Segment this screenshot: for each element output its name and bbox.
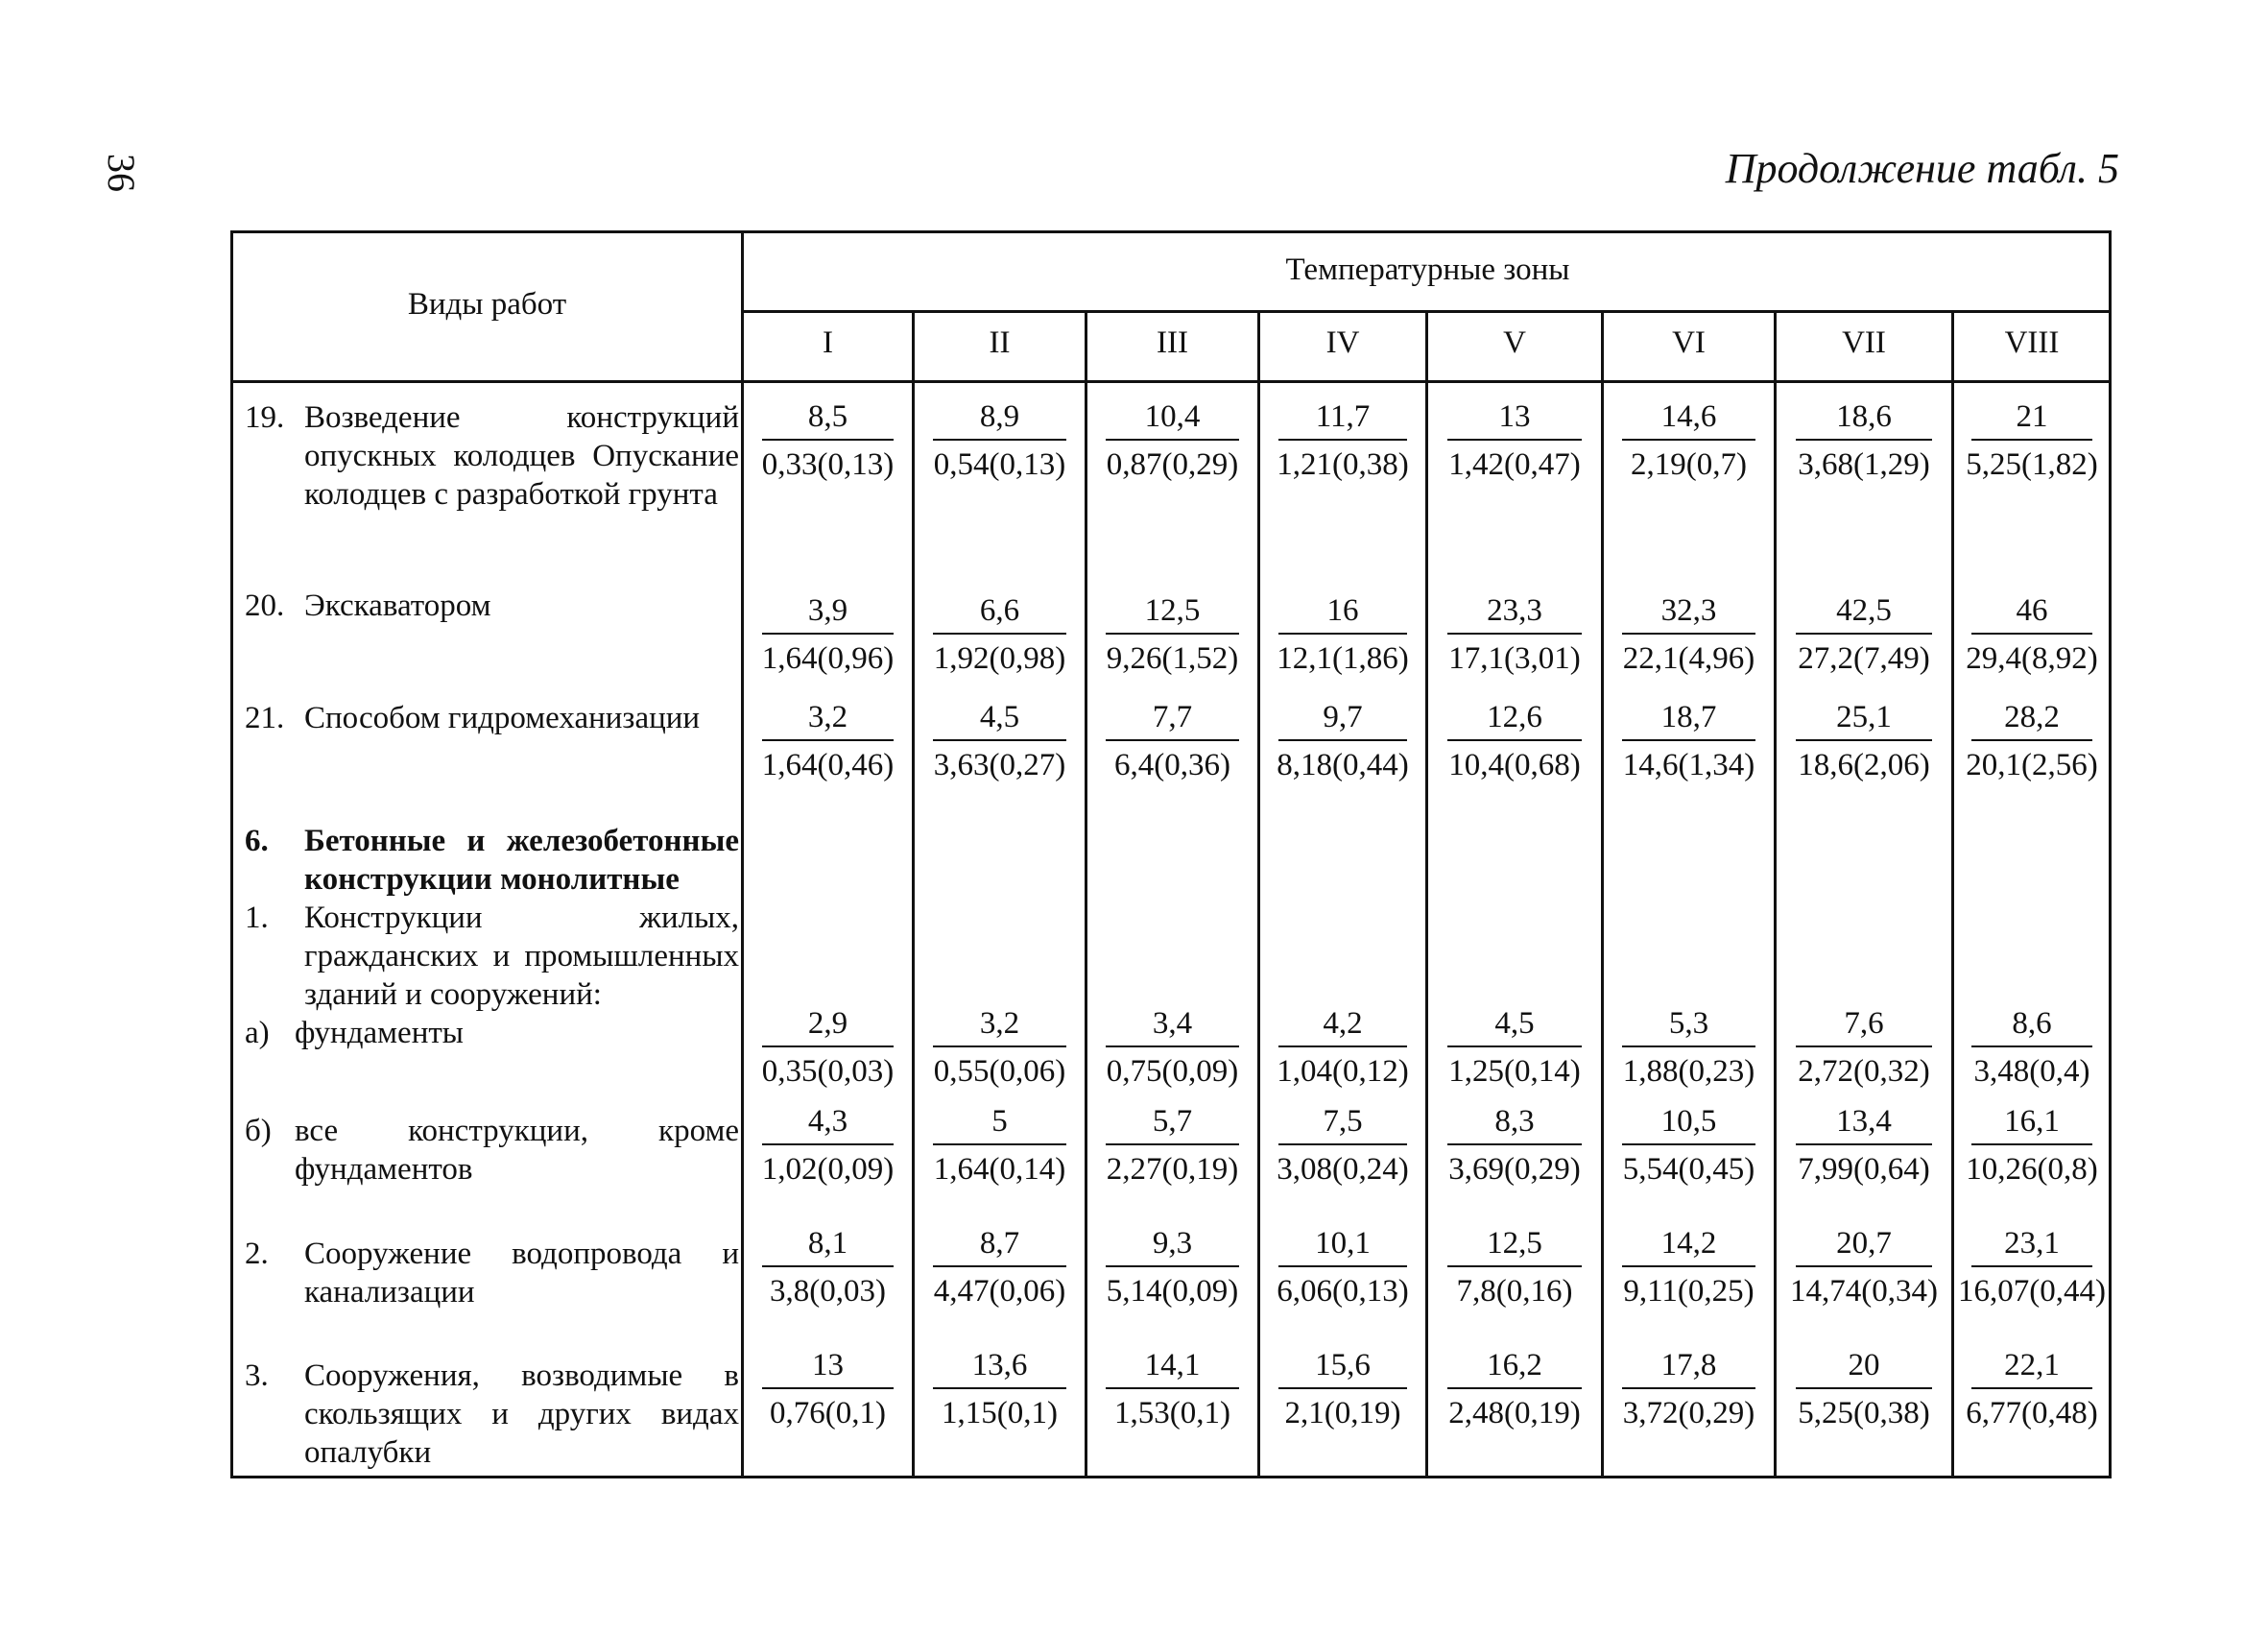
row-number: б) xyxy=(245,1114,272,1148)
value-denominator: 1,88(0,23) xyxy=(1622,1054,1755,1089)
value-cell xyxy=(1604,1225,1774,1310)
fraction-bar xyxy=(762,1387,894,1389)
value-denominator: 1,02(0,09) xyxy=(761,1152,895,1187)
value-cell xyxy=(1087,592,1257,677)
zone-header-8: VIII xyxy=(2004,325,2060,360)
fraction-bar xyxy=(933,1265,1065,1267)
value-denominator: 3,08(0,24) xyxy=(1277,1152,1409,1187)
value-cell xyxy=(1260,592,1425,677)
value-denominator: 6,06(0,13) xyxy=(1277,1274,1409,1309)
value-denominator: 9,11(0,25) xyxy=(1623,1274,1755,1309)
value-cell xyxy=(1428,1347,1601,1431)
fraction-bar xyxy=(1106,1265,1238,1267)
value-denominator: 2,72(0,32) xyxy=(1798,1054,1930,1089)
fraction-bar xyxy=(1106,1143,1238,1145)
value-denominator: 18,6(2,06) xyxy=(1798,748,1930,782)
zone-header-4: IV xyxy=(1325,325,1360,360)
value-cell xyxy=(1777,699,1951,783)
value-numerator: 16 xyxy=(1326,593,1359,628)
fraction-bar xyxy=(933,739,1065,741)
header-work-types: Виды работ xyxy=(407,287,567,322)
value-numerator: 10,5 xyxy=(1660,1104,1717,1139)
fraction-bar xyxy=(762,1143,894,1145)
value-numerator: 18,7 xyxy=(1660,700,1717,734)
fraction-bar xyxy=(1622,633,1755,635)
value-numerator: 5,7 xyxy=(1152,1104,1193,1139)
fraction-bar xyxy=(1447,1143,1582,1145)
value-denominator: 6,4(0,36) xyxy=(1114,748,1230,782)
row-text: Возведение конструкций опускных колодцев Опускание колодцев с разработкой грунта xyxy=(304,400,739,512)
work-row-a xyxy=(245,1014,739,1052)
fraction-bar xyxy=(1278,739,1407,741)
fraction-bar xyxy=(1106,739,1238,741)
fraction-bar xyxy=(1106,1387,1238,1389)
header-zones-title: Температурные зоны xyxy=(1285,252,1570,287)
value-cell xyxy=(1087,699,1257,783)
value-numerator: 13 xyxy=(1498,399,1531,434)
value-numerator: 12,5 xyxy=(1144,593,1201,628)
value-cell xyxy=(1777,1225,1951,1310)
value-cell xyxy=(1777,1103,1951,1188)
value-cell xyxy=(1604,1005,1774,1090)
value-numerator: 3,2 xyxy=(979,1006,1020,1041)
value-cell xyxy=(1087,1225,1257,1310)
value-cell xyxy=(915,699,1085,783)
row-number: 20. xyxy=(245,589,285,623)
value-denominator: 3,48(0,4) xyxy=(1973,1054,2090,1089)
value-cell xyxy=(1604,398,1774,483)
value-cell xyxy=(915,1225,1085,1310)
value-numerator: 14,6 xyxy=(1660,399,1717,434)
fraction-bar xyxy=(1106,439,1238,441)
value-denominator: 29,4(8,92) xyxy=(1966,641,2098,676)
fraction-bar xyxy=(1622,439,1755,441)
value-numerator: 2,9 xyxy=(807,1006,848,1041)
value-denominator: 2,48(0,19) xyxy=(1448,1396,1581,1430)
value-cell xyxy=(1428,398,1601,483)
value-cell xyxy=(1954,1005,2110,1090)
fraction-bar xyxy=(1447,739,1582,741)
value-cell xyxy=(1954,1225,2110,1310)
fraction-bar xyxy=(933,1387,1065,1389)
fraction-bar xyxy=(1971,1045,2092,1047)
value-numerator: 8,3 xyxy=(1494,1104,1535,1139)
value-numerator: 8,9 xyxy=(979,399,1020,434)
value-numerator: 14,1 xyxy=(1144,1348,1201,1382)
value-numerator: 11,7 xyxy=(1315,399,1371,434)
row-number: 19. xyxy=(245,400,285,435)
fraction-bar xyxy=(1278,1265,1407,1267)
fraction-bar xyxy=(762,1265,894,1267)
zone-header-2: II xyxy=(989,325,1011,360)
value-denominator: 1,64(0,46) xyxy=(761,748,895,782)
value-numerator: 7,6 xyxy=(1844,1006,1884,1041)
value-denominator: 1,21(0,38) xyxy=(1277,447,1409,482)
fraction-bar xyxy=(1278,1387,1407,1389)
row-text: Конструкции жилых, гражданских и промышленных зданий и сооружений: xyxy=(304,901,739,1012)
fraction-bar xyxy=(1971,439,2092,441)
work-row-b xyxy=(245,1112,739,1189)
value-denominator: 0,75(0,09) xyxy=(1106,1054,1239,1089)
value-denominator: 2,1(0,19) xyxy=(1284,1396,1401,1430)
fraction-bar xyxy=(1971,1265,2092,1267)
value-numerator: 3,4 xyxy=(1152,1006,1193,1041)
header-bottom-line xyxy=(233,380,2109,383)
value-numerator: 13 xyxy=(812,1348,844,1382)
row-number: а) xyxy=(245,1016,270,1050)
work-row-2 xyxy=(245,1235,739,1311)
value-cell xyxy=(744,1103,912,1188)
value-numerator: 16,2 xyxy=(1487,1348,1542,1382)
value-denominator: 0,35(0,03) xyxy=(761,1054,895,1089)
value-denominator: 12,1(1,86) xyxy=(1277,641,1409,676)
value-numerator: 12,6 xyxy=(1487,700,1542,734)
fraction-bar xyxy=(762,439,894,441)
value-cell xyxy=(1428,1225,1601,1310)
value-cell xyxy=(1087,1103,1257,1188)
value-cell xyxy=(915,398,1085,483)
continuation-caption: Продолжение табл. 5 xyxy=(1725,145,2119,192)
row-text: Бетонные и железобетонные конструкции монолитные xyxy=(304,824,739,897)
value-denominator: 1,25(0,14) xyxy=(1448,1054,1581,1089)
value-numerator: 23,3 xyxy=(1487,593,1542,628)
value-denominator: 0,33(0,13) xyxy=(761,447,895,482)
fraction-bar xyxy=(1622,1143,1755,1145)
fraction-bar xyxy=(1447,1387,1582,1389)
value-denominator: 5,14(0,09) xyxy=(1106,1274,1239,1309)
fraction-bar xyxy=(762,633,894,635)
value-denominator: 0,87(0,29) xyxy=(1106,447,1239,482)
fraction-bar xyxy=(1971,633,2092,635)
value-denominator: 8,18(0,44) xyxy=(1277,748,1409,782)
value-denominator: 3,8(0,03) xyxy=(770,1274,886,1309)
value-numerator: 13,4 xyxy=(1836,1104,1892,1139)
value-cell xyxy=(1428,699,1601,783)
value-cell xyxy=(1604,592,1774,677)
fraction-bar xyxy=(1796,439,1932,441)
value-numerator: 4,5 xyxy=(979,700,1020,734)
value-numerator: 20 xyxy=(1848,1348,1880,1382)
value-numerator: 4,3 xyxy=(807,1104,848,1139)
value-numerator: 21 xyxy=(2016,399,2048,434)
value-cell xyxy=(1428,592,1601,677)
value-numerator: 3,2 xyxy=(807,700,848,734)
row-text: Сооружение водопровода и канализации xyxy=(304,1237,739,1310)
fraction-bar xyxy=(1796,633,1932,635)
value-numerator: 14,2 xyxy=(1660,1226,1717,1261)
fraction-bar xyxy=(1447,1265,1582,1267)
value-numerator: 20,7 xyxy=(1836,1226,1892,1261)
fraction-bar xyxy=(1971,739,2092,741)
value-denominator: 1,92(0,98) xyxy=(933,641,1066,676)
fraction-bar xyxy=(1278,439,1407,441)
value-denominator: 2,19(0,7) xyxy=(1631,447,1747,482)
fraction-bar xyxy=(762,739,894,741)
work-row-1 xyxy=(245,899,739,1014)
value-cell xyxy=(1604,1103,1774,1188)
value-numerator: 25,1 xyxy=(1836,700,1892,734)
value-cell xyxy=(915,592,1085,677)
value-cell xyxy=(744,1225,912,1310)
row-text: Сооружения, возводимые в скользящих и других видах опалубки xyxy=(304,1358,739,1470)
value-cell xyxy=(1954,699,2110,783)
value-numerator: 3,9 xyxy=(807,593,848,628)
value-denominator: 1,64(0,14) xyxy=(933,1152,1066,1187)
value-cell xyxy=(1260,1103,1425,1188)
fraction-bar xyxy=(933,1143,1065,1145)
value-cell xyxy=(1777,1347,1951,1431)
value-numerator: 23,1 xyxy=(2004,1226,2060,1261)
value-denominator: 1,15(0,1) xyxy=(942,1396,1058,1430)
value-cell xyxy=(1954,398,2110,483)
value-numerator: 4,5 xyxy=(1494,1006,1535,1041)
fraction-bar xyxy=(1278,1045,1407,1047)
value-denominator: 1,53(0,1) xyxy=(1114,1396,1230,1430)
value-denominator: 20,1(2,56) xyxy=(1966,748,2098,782)
fraction-bar xyxy=(762,1045,894,1047)
value-denominator: 0,54(0,13) xyxy=(933,447,1066,482)
zone-header-5: V xyxy=(1503,325,1526,360)
value-denominator: 0,76(0,1) xyxy=(770,1396,886,1430)
value-denominator: 5,25(1,82) xyxy=(1966,447,2098,482)
value-cell xyxy=(1777,398,1951,483)
value-denominator: 9,26(1,52) xyxy=(1106,641,1239,676)
value-cell xyxy=(1428,1103,1601,1188)
value-cell xyxy=(744,398,912,483)
value-cell xyxy=(1260,398,1425,483)
fraction-bar xyxy=(1622,1045,1755,1047)
value-cell xyxy=(915,1103,1085,1188)
value-cell xyxy=(1954,1347,2110,1431)
value-numerator: 16,1 xyxy=(2004,1104,2060,1139)
value-denominator: 14,74(0,34) xyxy=(1790,1274,1938,1309)
value-numerator: 10,4 xyxy=(1144,399,1201,434)
value-denominator: 4,47(0,06) xyxy=(933,1274,1066,1309)
fraction-bar xyxy=(1278,1143,1407,1145)
row-text: все конструкции, кроме фундаментов xyxy=(295,1114,739,1187)
value-numerator: 46 xyxy=(2016,593,2048,628)
value-cell xyxy=(915,1347,1085,1431)
fraction-bar xyxy=(1278,633,1407,635)
value-cell xyxy=(1604,1347,1774,1431)
value-cell xyxy=(744,699,912,783)
value-denominator: 17,1(3,01) xyxy=(1448,641,1581,676)
fraction-bar xyxy=(1622,1387,1755,1389)
value-numerator: 9,3 xyxy=(1152,1226,1193,1261)
value-numerator: 8,6 xyxy=(2012,1006,2052,1041)
value-denominator: 3,68(1,29) xyxy=(1798,447,1930,482)
value-cell xyxy=(1777,592,1951,677)
value-denominator: 2,27(0,19) xyxy=(1106,1152,1239,1187)
value-numerator: 18,6 xyxy=(1836,399,1892,434)
row-text: Экскаватором xyxy=(304,589,491,623)
fraction-bar xyxy=(1106,1045,1238,1047)
value-cell xyxy=(744,1005,912,1090)
value-numerator: 28,2 xyxy=(2004,700,2060,734)
zone-header-6: VI xyxy=(1672,325,1706,360)
value-numerator: 9,7 xyxy=(1323,700,1363,734)
value-cell xyxy=(1954,592,2110,677)
value-denominator: 7,8(0,16) xyxy=(1456,1274,1573,1309)
value-denominator: 6,77(0,48) xyxy=(1966,1396,2098,1430)
fraction-bar xyxy=(1447,1045,1582,1047)
value-denominator: 16,07(0,44) xyxy=(1958,1274,2106,1309)
value-denominator: 1,64(0,96) xyxy=(761,641,895,676)
value-denominator: 1,42(0,47) xyxy=(1448,447,1581,482)
value-cell xyxy=(1087,398,1257,483)
work-row-3 xyxy=(245,1357,739,1472)
value-numerator: 7,5 xyxy=(1323,1104,1363,1139)
row-text: фундаменты xyxy=(295,1016,464,1050)
value-denominator: 10,4(0,68) xyxy=(1448,748,1581,782)
row-number: 2. xyxy=(245,1237,269,1271)
row-number: 21. xyxy=(245,701,285,735)
value-cell xyxy=(744,592,912,677)
value-numerator: 8,7 xyxy=(979,1226,1020,1261)
value-denominator: 5,54(0,45) xyxy=(1622,1152,1755,1187)
fraction-bar xyxy=(1796,1265,1932,1267)
fraction-bar xyxy=(1622,739,1755,741)
value-numerator: 13,6 xyxy=(971,1348,1028,1382)
row-text: Способом гидромеханизации xyxy=(304,701,701,735)
value-denominator: 3,72(0,29) xyxy=(1622,1396,1755,1430)
value-denominator: 27,2(7,49) xyxy=(1798,641,1930,676)
zone-header-3: III xyxy=(1157,325,1188,360)
fraction-bar xyxy=(1796,1387,1932,1389)
value-numerator: 5 xyxy=(991,1104,1008,1139)
value-cell xyxy=(1260,1347,1425,1431)
fraction-bar xyxy=(1971,1143,2092,1145)
row-number: 1. xyxy=(245,901,269,935)
value-numerator: 5,3 xyxy=(1668,1006,1709,1041)
fraction-bar xyxy=(1796,739,1932,741)
value-cell xyxy=(1428,1005,1601,1090)
fraction-bar xyxy=(1796,1045,1932,1047)
value-cell xyxy=(1087,1347,1257,1431)
value-numerator: 8,5 xyxy=(807,399,848,434)
value-denominator: 3,63(0,27) xyxy=(933,748,1066,782)
value-numerator: 4,2 xyxy=(1323,1006,1363,1041)
value-cell xyxy=(1260,1005,1425,1090)
value-cell xyxy=(1954,1103,2110,1188)
value-denominator: 1,04(0,12) xyxy=(1277,1054,1409,1089)
data-table xyxy=(230,230,2112,1478)
fraction-bar xyxy=(933,439,1065,441)
value-cell xyxy=(915,1005,1085,1090)
value-numerator: 8,1 xyxy=(807,1226,848,1261)
value-cell xyxy=(1777,1005,1951,1090)
value-denominator: 3,69(0,29) xyxy=(1448,1152,1581,1187)
work-row-20 xyxy=(245,587,739,625)
value-numerator: 17,8 xyxy=(1660,1348,1717,1382)
fraction-bar xyxy=(933,633,1065,635)
work-row-19 xyxy=(245,398,739,514)
section-heading-6 xyxy=(245,822,739,899)
fraction-bar xyxy=(1447,633,1582,635)
value-denominator: 5,25(0,38) xyxy=(1798,1396,1930,1430)
value-numerator: 7,7 xyxy=(1152,700,1193,734)
fraction-bar xyxy=(933,1045,1065,1047)
value-denominator: 14,6(1,34) xyxy=(1622,748,1755,782)
work-row-21 xyxy=(245,699,739,737)
fraction-bar xyxy=(1447,439,1582,441)
value-numerator: 32,3 xyxy=(1660,593,1717,628)
value-numerator: 6,6 xyxy=(979,593,1020,628)
value-cell xyxy=(1087,1005,1257,1090)
zone-header-7: VII xyxy=(1842,325,1886,360)
value-numerator: 10,1 xyxy=(1315,1226,1371,1261)
fraction-bar xyxy=(1622,1265,1755,1267)
header-divider xyxy=(741,310,2109,313)
value-cell xyxy=(1260,1225,1425,1310)
fraction-bar xyxy=(1971,1387,2092,1389)
value-numerator: 12,5 xyxy=(1487,1226,1542,1261)
fraction-bar xyxy=(1106,633,1238,635)
row-number: 6. xyxy=(245,824,269,858)
fraction-bar xyxy=(1796,1143,1932,1145)
value-cell xyxy=(1604,699,1774,783)
value-numerator: 15,6 xyxy=(1315,1348,1371,1382)
value-numerator: 42,5 xyxy=(1836,593,1892,628)
value-numerator: 22,1 xyxy=(2004,1348,2060,1382)
value-denominator: 22,1(4,96) xyxy=(1622,641,1755,676)
value-cell xyxy=(1260,699,1425,783)
value-denominator: 7,99(0,64) xyxy=(1798,1152,1930,1187)
zone-header-1: I xyxy=(823,325,833,360)
value-denominator: 0,55(0,06) xyxy=(933,1054,1066,1089)
page-number: 36 xyxy=(100,154,143,192)
row-number: 3. xyxy=(245,1358,269,1393)
value-cell xyxy=(744,1347,912,1431)
value-denominator: 10,26(0,8) xyxy=(1966,1152,2098,1187)
